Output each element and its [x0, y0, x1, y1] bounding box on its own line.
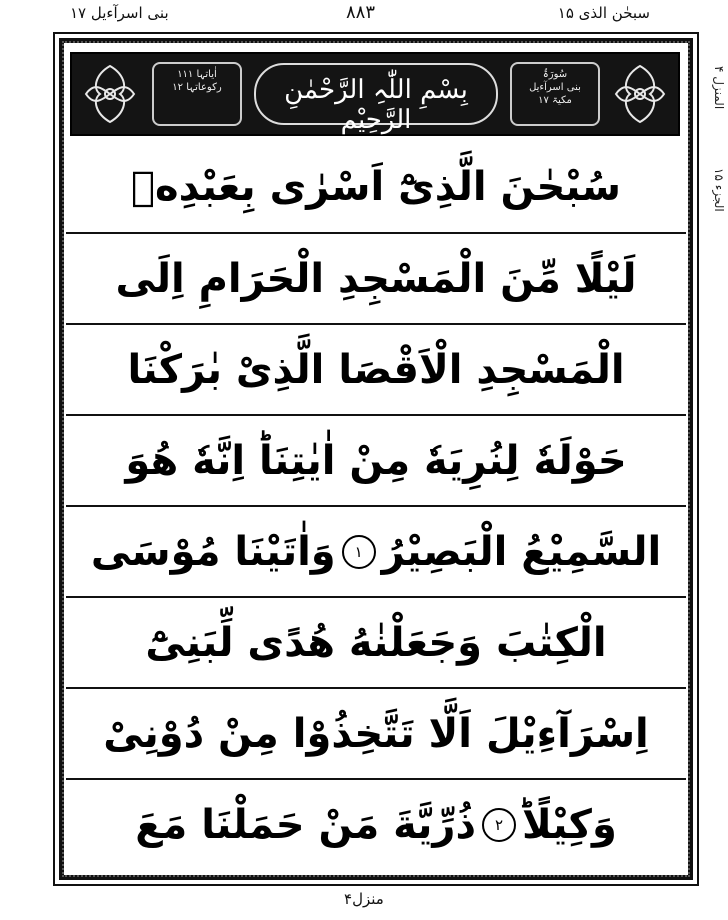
line-segment: السَّمِیْعُ الْبَصِیْرُ	[381, 528, 662, 575]
floral-ornament-icon	[78, 60, 142, 128]
floral-ornament-icon	[608, 60, 672, 128]
surah-banner	[70, 52, 680, 136]
text-line: لَیْلًا مِّنَ الْمَسْجِدِ الْحَرَامِ اِلَی	[66, 232, 686, 323]
ayah-count-medallion	[152, 62, 242, 126]
side-juz-note: الجزء ۱۵	[712, 168, 726, 212]
footer-manzil: منزل۴	[344, 890, 384, 908]
ayah-count: اٰیاتہا ۱۱۱	[177, 69, 217, 80]
line-segment: وَکِیْلًاؕ	[521, 801, 617, 848]
text-line: اِسْرَآءِیْلَ اَلَّا تَتَّخِذُوْا مِنْ دُوْنِیْ	[66, 687, 686, 778]
ayah-end-marker: ۲	[482, 808, 516, 842]
side-manzil-note: المنزل ۴	[712, 66, 726, 110]
surah-name-medallion	[510, 62, 600, 126]
text-line: حَوْلَهٗ لِنُرِیَهٗ مِنْ اٰیٰتِنَاؕ اِنَّهٗ هُوَ	[66, 414, 686, 505]
text-line: سُبْحٰنَ الَّذِیْٓ اَسْرٰی بِعَبْدِهٖ	[131, 163, 621, 210]
text-line	[66, 778, 686, 869]
text-line: الْمَسْجِدِ الْاَقْصَا الَّذِیْ بٰرَکْنَا	[66, 323, 686, 414]
surah-name: بنی اسرآءیل	[529, 82, 581, 93]
para-header: سبحٰن الذی ۱۵	[557, 4, 650, 22]
text-lines	[66, 141, 686, 869]
bismillah: بِسْمِ اللّٰہِ الرَّحْمٰنِ الرَّحِیْمِ	[284, 75, 468, 135]
line-segment: ذُرِّیَّةَ مَنْ حَمَلْنَا مَعَ	[135, 801, 476, 848]
page-header	[0, 0, 728, 30]
line-segment: وَاٰتَیْنَا مُوْسَی	[90, 528, 336, 575]
surah-header: بنی اسرآءیل ۱۷	[70, 4, 169, 22]
text-line	[66, 505, 686, 596]
page-number: ۸۸۳	[346, 2, 376, 23]
bismillah-cartouche	[254, 63, 498, 135]
text-line: الْکِتٰبَ وَجَعَلْنٰهُ هُدًی لِّبَنِیْٓ	[66, 596, 686, 687]
surah-label: سُورَۃُ	[542, 69, 568, 80]
ayah-end-marker: ۱	[342, 535, 376, 569]
surah-number: مکیۃ ۱۷	[538, 95, 572, 106]
ruku-count: رکوعاتہا ۱۲	[172, 82, 222, 93]
